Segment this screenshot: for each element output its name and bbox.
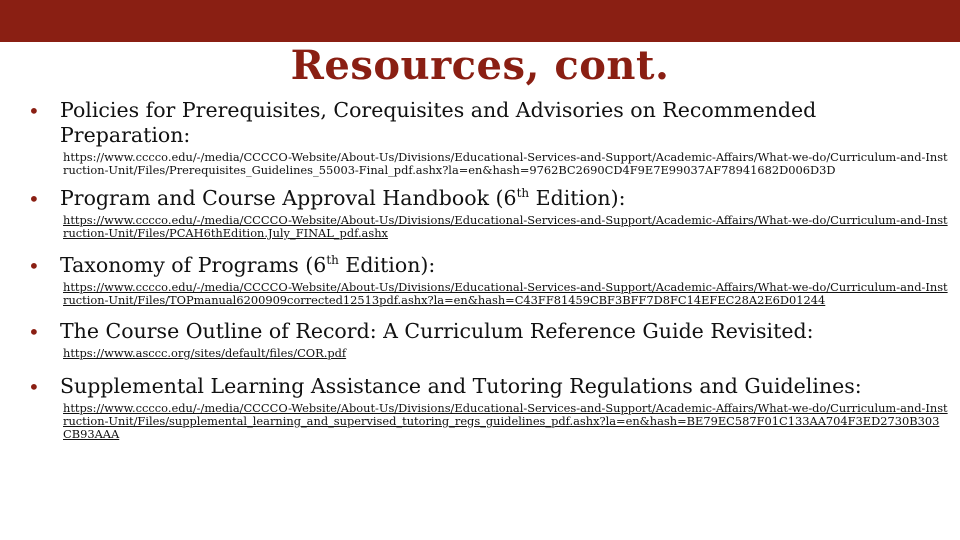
ordinal-suffix: th <box>326 253 339 268</box>
resource-item-taxonomy <box>28 253 948 307</box>
heading-text: Program and Course Approval Handbook (6 <box>60 186 517 210</box>
heading-text: Taxonomy of Programs (6 <box>60 253 327 277</box>
bullet-icon: • <box>28 375 40 399</box>
bullet-icon: • <box>28 99 40 123</box>
bullet-icon: • <box>28 320 40 344</box>
resource-item-cor <box>28 319 948 360</box>
slide-title: Resources, cont. <box>290 42 670 89</box>
resource-item-prerequisites <box>28 98 948 177</box>
bullet-icon: • <box>28 254 40 278</box>
resource-link[interactable]: https://www.cccco.edu/-/media/CCCCO-Website/About-Us/Divisions/Educational-Services-and-Support/Academic-Affairs/What-we-do/Curriculum-and-Instruction-Unit/Files/TOPmanual6200909corrected12513pdf.ashx?la=en&hash=C43FF81459CBF3BFF7D8FC14EFEC28A2E6D01244 <box>63 280 948 307</box>
resource-link[interactable]: https://www.cccco.edu/-/media/CCCCO-Website/About-Us/Divisions/Educational-Services-and-Support/Academic-Affairs/What-we-do/Curriculum-and-Instruction-Unit/Files/supplemental_learning_and_supervised_tutoring_regs_guidelines_pdf.ashx?la=en&hash=BE79EC587F01C133AA704F3ED2730B303CB93AAA <box>63 401 948 441</box>
header-bar <box>0 0 960 42</box>
resource-heading <box>60 253 948 278</box>
resource-link[interactable]: https://www.cccco.edu/-/media/CCCCO-Website/About-Us/Divisions/Educational-Services-and-Support/Academic-Affairs/What-we-do/Curriculum-and-Instruction-Unit/Files/PCAH6thEdition.July_FINAL_pdf.ashx <box>63 213 948 240</box>
resource-link[interactable]: https://www.asccc.org/sites/default/files/COR.pdf <box>63 346 347 360</box>
resource-heading: Policies for Prerequisites, Corequisites and Advisories on Recommended Preparation: <box>60 98 817 147</box>
heading-text-tail: Edition): <box>338 253 436 277</box>
resource-heading: Supplemental Learning Assistance and Tutoring Regulations and Guidelines: <box>60 374 862 398</box>
bullet-icon: • <box>28 187 40 211</box>
resource-item-pcah <box>28 186 948 240</box>
ordinal-suffix: th <box>516 186 530 201</box>
heading-text-tail: Edition): <box>529 186 626 210</box>
resource-heading <box>60 186 948 211</box>
resource-item-tutoring <box>28 374 948 441</box>
resource-link[interactable]: https://www.cccco.edu/-/media/CCCCO-Website/About-Us/Divisions/Educational-Services-and-Support/Academic-Affairs/What-we-do/Curriculum-and-Instruction-Unit/Files/Prerequisites_Guidelines_55003-Final_pdf.ashx?la=en&hash=9762BC2690CD4F9E7E99037AF78941682D006D3D <box>63 150 948 177</box>
resource-list <box>28 98 948 441</box>
resource-heading: The Course Outline of Record: A Curriculum Reference Guide Revisited: <box>60 319 814 343</box>
